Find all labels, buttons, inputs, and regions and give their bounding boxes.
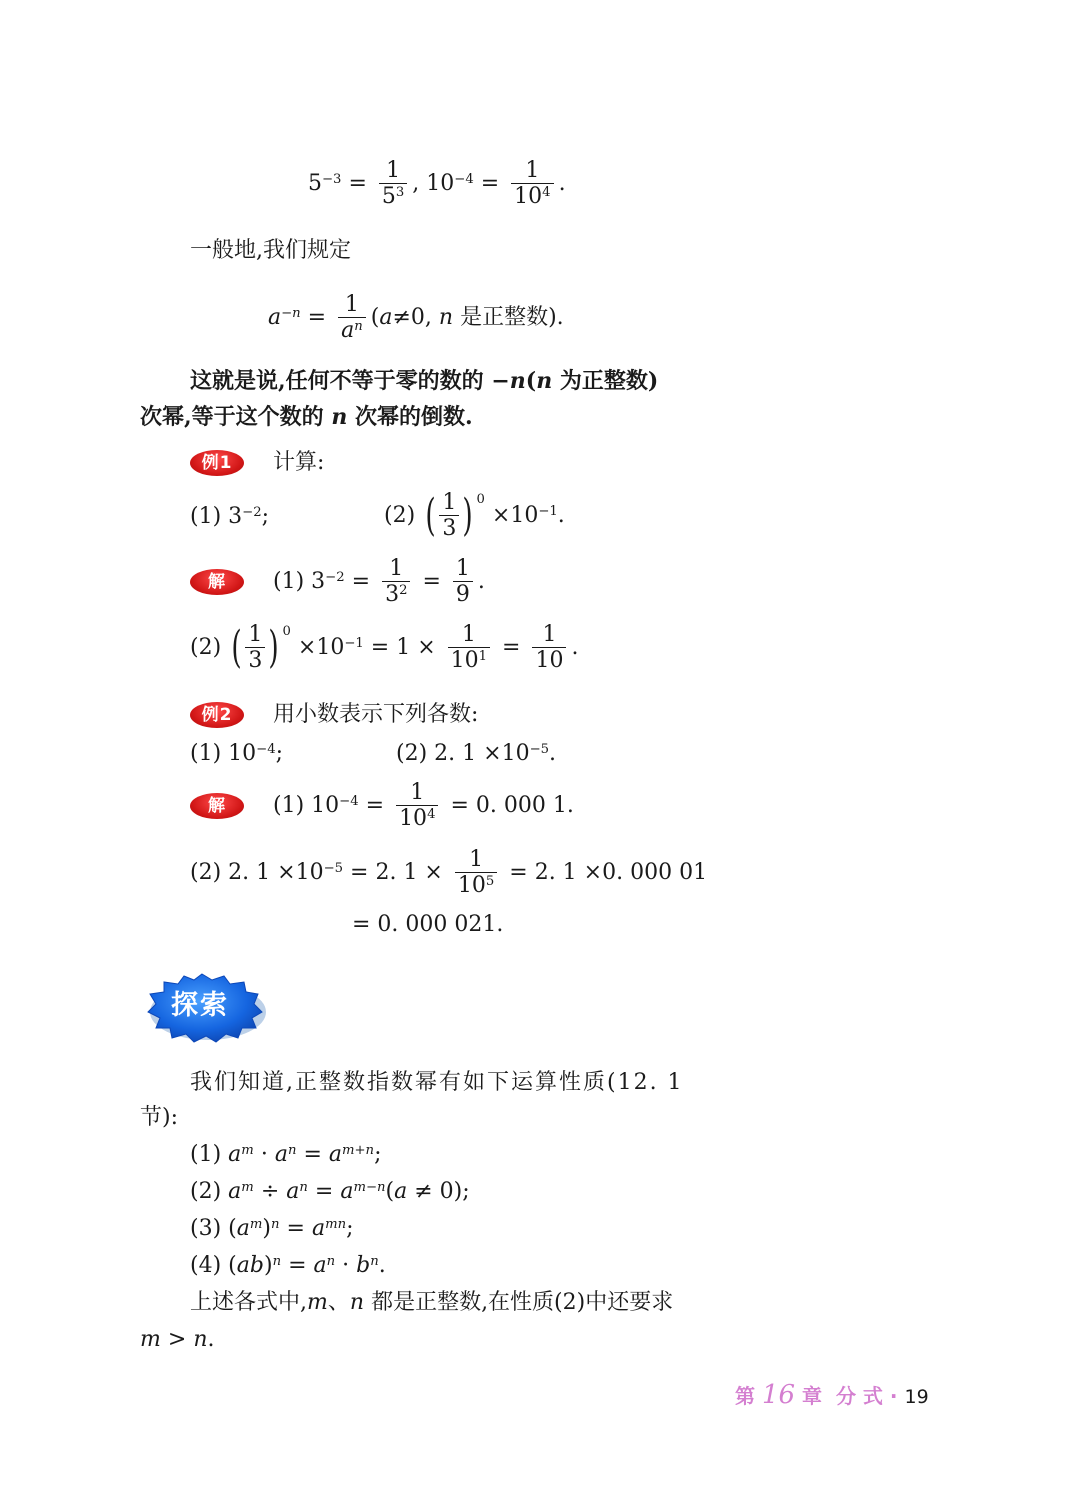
example-2-solution-2: (2) 2. $1 \times 10^{-5} = 2$. 1 × $\frac{1}{10^5}$ = 2. 1 ×0. 000 01 <box>190 847 708 899</box>
chapter-prefix: 第 <box>735 1384 755 1408</box>
example-2-question-2: (2) 2. $1 \times 10^{-5}$. <box>396 741 557 766</box>
property-1: (1) $a^m \cdot a^n = a^{m+n}$; <box>190 1142 382 1167</box>
example-1-solution-1: 解 (1) $3^{-2}$ = $\frac{1}{3^2}$ = $\frac{1}{9}$ . <box>190 556 485 608</box>
example-1-question-1: (1) $3^{-2}$; <box>190 504 270 529</box>
example-1-solution-2: (2) ( $\frac{1}{3}$ ) $^0 \times 10^{-1} = 1$ × $\frac{1}{10^1}$ = $\frac{1}{10}$ . <box>190 621 579 674</box>
chapter-number: 16 <box>761 1380 796 1410</box>
property-3: (3) $(a^m)^n = a^{mn}$; <box>190 1216 354 1241</box>
example-1-badge: 例1 <box>190 450 244 476</box>
example-2-solution-1: 解 (1) $10^{-4}$ = $\frac{1}{10^4}$ = 0. 000 1. <box>190 780 574 832</box>
footer-dot: · <box>889 1384 898 1408</box>
example-2-badge: 例2 <box>190 702 244 728</box>
solution-badge: 解 <box>190 569 244 595</box>
base-10: 10 <box>426 170 455 196</box>
fraction-1-over-10-4: $\frac{1}{10^4}$ <box>511 158 553 210</box>
chapter-suffix: 章 <box>802 1384 823 1408</box>
example-2-solution-2-continued: = 0. 000 021. <box>352 912 504 937</box>
formula-reciprocal-examples: $5^{-3}$ = $\frac{1}{5^3}$ , $10^{-4}$ = $\frac{1}{10^4}$ . <box>308 158 566 210</box>
explore-intro-line-1: 我们知道,正整数指数幂有如下运算性质(12. 1 <box>190 1070 684 1095</box>
base-5: 5 <box>308 170 322 196</box>
solution-badge: 解 <box>190 793 244 819</box>
explanation-line-2: 次幂,等于这个数的 n 次幂的倒数. <box>140 404 473 430</box>
fraction-1-over-5-cubed: $\frac{1}{5^3}$ <box>379 158 407 210</box>
page-number: 19 <box>904 1386 929 1408</box>
example-2-prompt: 用小数表示下列各数: <box>273 702 479 727</box>
property-4: (4) $(ab)^n = a^n \cdot b^n$. <box>190 1253 386 1278</box>
example-1-heading <box>190 450 324 476</box>
example-2-heading <box>190 702 478 728</box>
explore-intro-line-2: 节): <box>140 1105 178 1130</box>
explore-note-line-1: 上述各式中,m、n 都是正整数,在性质(2)中还要求 <box>190 1290 674 1315</box>
exponent: −3 <box>322 171 342 187</box>
intro-text: 一般地,我们规定 <box>190 238 351 263</box>
page-footer <box>735 1380 929 1410</box>
example-1-question-2: (2) ( $\frac{1}{3}$ ) $^0 \times 10^{-1}$. <box>384 489 565 542</box>
property-2: (2) $a^m \div a^n = a^{m-n}(a \ne 0)$; <box>190 1179 470 1204</box>
example-2-question-1: (1) $10^{-4}$; <box>190 741 284 766</box>
chapter-title: 分 式 <box>835 1384 883 1408</box>
formula-definition: $a^{-n}$ = $\frac{1}{a^n}$ (a≠0, n 是正整数). <box>268 292 564 344</box>
fraction-1-over-a-n: $\frac{1}{a^n}$ <box>338 292 366 344</box>
exponent: −4 <box>454 171 474 187</box>
explore-label: 探索 <box>171 990 229 1021</box>
explore-note-line-2: m > n. <box>140 1327 215 1352</box>
example-1-prompt: 计算: <box>273 450 325 475</box>
equals: = <box>348 170 367 196</box>
explanation-line-1: 这就是说,任何不等于零的数的 −n(n 为正整数) <box>190 368 659 394</box>
